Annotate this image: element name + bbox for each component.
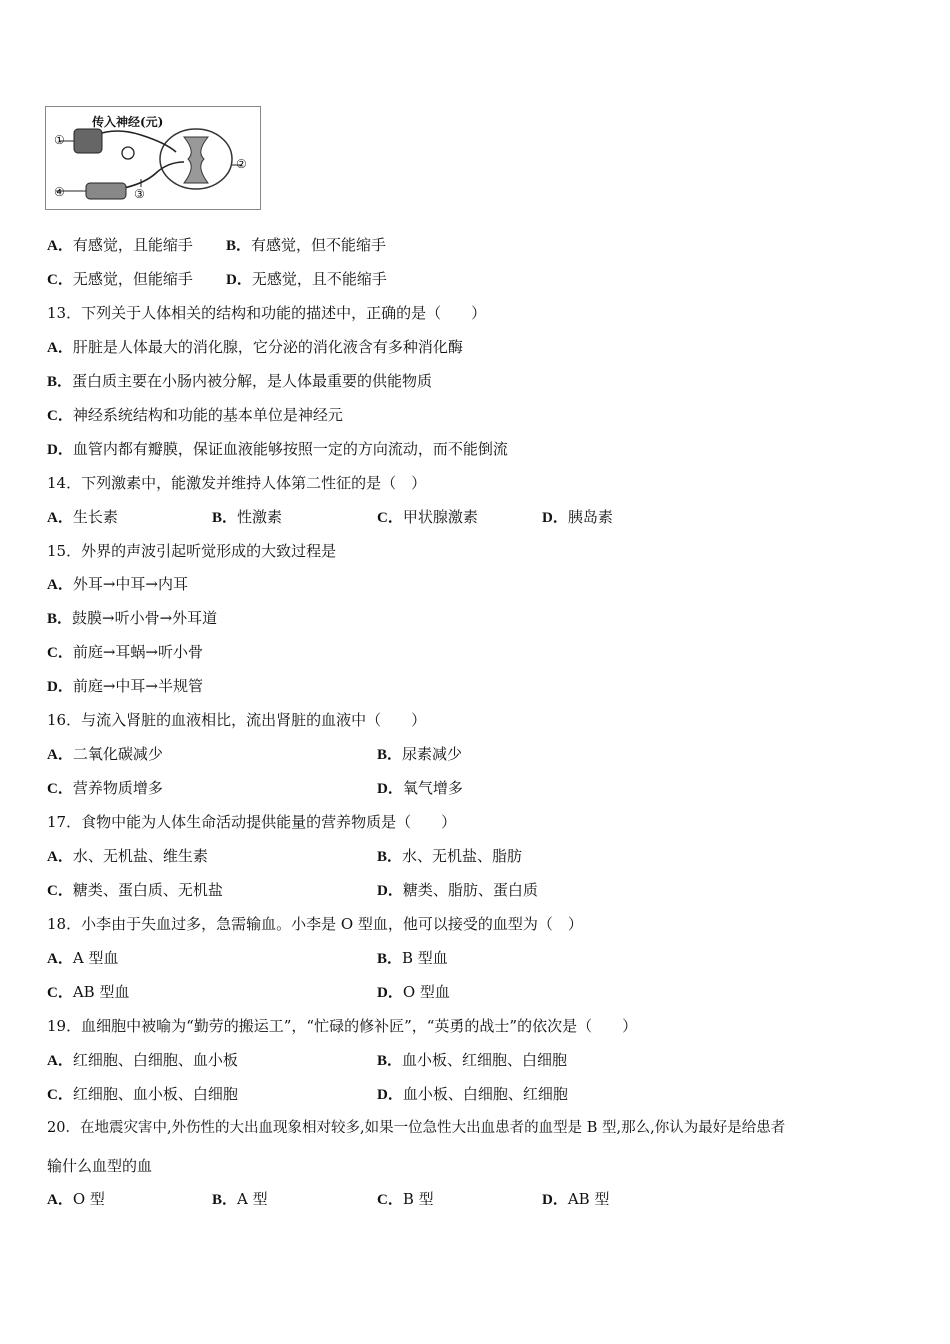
figure-mark-2: ②: [236, 157, 247, 171]
q15-option-c: C．前庭→耳蜗→听小骨: [47, 643, 203, 661]
q20-option-b: B．A 型: [212, 1190, 268, 1208]
q15-stem: 15．外界的声波引起听觉形成的大致过程是: [47, 542, 337, 560]
q15-option-b: B．鼓膜→听小骨→外耳道: [47, 609, 218, 627]
q13-option-b: B．蛋白质主要在小肠内被分解，是人体最重要的供能物质: [47, 372, 433, 390]
q12-option-c: C．无感觉，但能缩手: [47, 270, 193, 288]
q17-option-d: D．糖类、脂肪、蛋白质: [377, 881, 538, 899]
q19-option-b: B．血小板、红细胞、白细胞: [377, 1051, 568, 1069]
q13-option-d: D．血管内都有瓣膜，保证血液能够按照一定的方向流动，而不能倒流: [47, 440, 508, 458]
q14-option-a: A．生长素: [47, 508, 118, 526]
figure-label: 传入神经(元): [92, 115, 164, 129]
q20-stem-line1: 20．在地震灾害中,外伤性的大出血现象相对较多,如果一位急性大出血患者的血型是 B 型,那么,你认为最好是给患者: [47, 1120, 786, 1136]
q20-option-a: A．O 型: [47, 1190, 105, 1208]
figure-mark-3: ③: [134, 187, 145, 201]
q13-option-c: C．神经系统结构和功能的基本单位是神经元: [47, 406, 343, 424]
q12-option-b: B．有感觉，但不能缩手: [226, 236, 387, 254]
q18-option-c: C．AB 型血: [47, 983, 130, 1001]
figure-mark-1: ①: [54, 133, 65, 147]
q17-stem: 17．食物中能为人体生命活动提供能量的营养物质是（ ）: [47, 813, 457, 831]
q12-option-a: A．有感觉，且能缩手: [47, 236, 193, 254]
q13-stem: 13．下列关于人体相关的结构和功能的描述中，正确的是（ ）: [47, 304, 487, 322]
q20-stem-line2: 输什么血型的血: [47, 1157, 153, 1175]
q13-option-a: A．肝脏是人体最大的消化腺，它分泌的消化液含有多种消化酶: [47, 338, 463, 356]
q18-option-b: B．B 型血: [377, 949, 448, 967]
q19-option-d: D．血小板、白细胞、红细胞: [377, 1085, 568, 1103]
q12-option-d: D．无感觉，且不能缩手: [226, 270, 387, 288]
q17-option-b: B．水、无机盐、脂肪: [377, 847, 523, 865]
q17-option-c: C．糖类、蛋白质、无机盐: [47, 881, 223, 899]
q20-option-c: C．B 型: [377, 1190, 434, 1208]
q16-option-d: D．氧气增多: [377, 779, 463, 797]
q14-option-b: B．性激素: [212, 508, 283, 526]
q17-option-a: A．水、无机盐、维生素: [47, 847, 208, 865]
figure-mark-4: ④: [54, 185, 65, 199]
q14-stem: 14．下列激素中，能激发并维持人体第二性征的是（ ）: [47, 474, 427, 492]
q19-option-c: C．红细胞、血小板、白细胞: [47, 1085, 238, 1103]
q14-option-d: D．胰岛素: [542, 508, 613, 526]
q19-option-a: A．红细胞、白细胞、血小板: [47, 1051, 238, 1069]
q16-option-a: A．二氧化碳减少: [47, 745, 163, 763]
q16-stem: 16．与流入肾脏的血液相比，流出肾脏的血液中（ ）: [47, 711, 427, 729]
q15-option-d: D．前庭→中耳→半规管: [47, 677, 203, 695]
q15-option-a: A．外耳→中耳→内耳: [47, 575, 188, 593]
q18-option-a: A．A 型血: [47, 949, 119, 967]
q16-option-c: C．营养物质增多: [47, 779, 163, 797]
q14-option-c: C．甲状腺激素: [377, 508, 478, 526]
reflex-arc-figure: [45, 106, 261, 210]
q16-option-b: B．尿素减少: [377, 745, 463, 763]
q18-stem: 18．小李由于失血过多，急需输血。小李是 O 型血，他可以接受的血型为（ ）: [47, 915, 583, 933]
q19-stem: 19．血细胞中被喻为“勤劳的搬运工”，“忙碌的修补匠”，“英勇的战士”的依次是（ ）: [47, 1017, 638, 1035]
q18-option-d: D．O 型血: [377, 983, 450, 1001]
q20-option-d: D．AB 型: [542, 1190, 610, 1208]
